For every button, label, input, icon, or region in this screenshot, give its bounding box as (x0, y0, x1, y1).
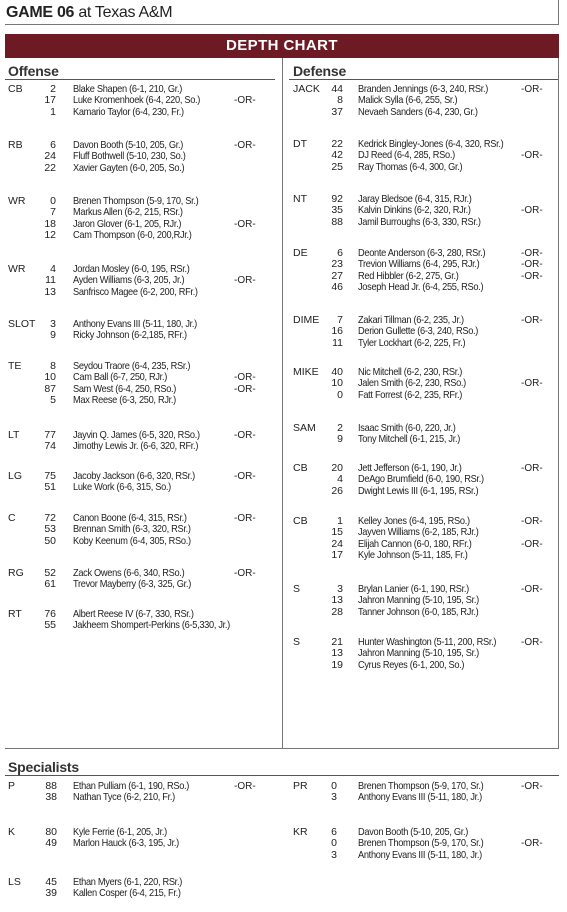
position-label-c-8: C (8, 512, 16, 524)
player-name: Ayden Williams (6-3, 205, Jr.) (73, 274, 185, 287)
jersey-number: 10 (44, 371, 56, 384)
jersey-number: 7 (337, 314, 343, 326)
or-marker: -OR- (521, 781, 543, 792)
player-name: Jacoby Jackson (6-6, 320, RSr.) (73, 470, 195, 482)
player-name: Jaray Bledsoe (6-4, 315, RJr.) (358, 193, 472, 205)
jersey-number: 51 (44, 481, 56, 494)
jersey-number: 27 (331, 269, 343, 282)
player-name: Jalen Smith (6-2, 230, RSo.) (358, 377, 466, 390)
player-name: Zack Owens (6-6, 340, RSo.) (73, 567, 185, 579)
jersey-number: 46 (331, 281, 343, 294)
player-name: Jayvin Q. James (6-5, 320, RSo.) (73, 429, 200, 441)
position-label-jack-0: JACK (293, 83, 320, 95)
player-name: Brenen Thompson (5-9, 170, Sr.) (358, 780, 484, 792)
position-label-rg-9: RG (8, 567, 24, 579)
position-label-lt-6: LT (8, 429, 20, 441)
or-marker: -OR- (521, 150, 543, 162)
jersey-number: 0 (331, 780, 337, 792)
jersey-number: 55 (44, 619, 56, 632)
or-marker: -OR- (234, 140, 256, 151)
player-name: Kamario Taylor (6-4, 230, Fr.) (73, 105, 184, 118)
jersey-number: 0 (337, 388, 343, 401)
player-name: Jahron Manning (5-10, 195, Sr.) (358, 594, 479, 607)
player-name: Ethan Myers (6-1, 220, RSr.) (73, 876, 182, 888)
right-edge-rule (558, 58, 559, 748)
player-name: Malick Sylla (6-6, 255, Sr.) (358, 94, 458, 107)
player-name: Zakari Tillman (6-2, 235, Jr.) (358, 314, 464, 326)
jersey-number: 22 (331, 138, 343, 150)
player-name: Jamil Burroughs (6-3, 330, RSr.) (358, 215, 481, 228)
position-label-wr-2: WR (8, 195, 26, 207)
position-label-de-3: DE (293, 247, 308, 259)
player-name: Deonte Anderson (6-3, 280, RSr.) (358, 247, 486, 259)
jersey-number: 16 (331, 325, 343, 338)
player-name: Tanner Johnson (6-0, 185, RJr.) (358, 605, 479, 618)
jersey-number: 76 (44, 608, 56, 620)
player-name: DJ Reed (6-4, 285, RSo.) (358, 149, 455, 162)
position-label-te-5: TE (8, 360, 22, 372)
or-marker: -OR- (521, 259, 543, 271)
jersey-number: 7 (50, 206, 56, 219)
jersey-number: 8 (337, 94, 343, 107)
or-marker: -OR- (234, 275, 256, 287)
jersey-number: 23 (331, 258, 343, 271)
player-name: Red Hibbler (6-2, 275, Gr.) (358, 269, 459, 282)
jersey-number: 24 (44, 150, 56, 163)
or-marker: -OR- (234, 383, 256, 395)
position-label-ls-4: LS (8, 876, 21, 888)
position-label-k-2: K (8, 826, 16, 838)
player-name: Sam West (6-4, 250, RSo.) (73, 382, 177, 395)
player-name: Marlon Hauck (6-3, 195, Jr.) (73, 837, 179, 850)
player-name: Nevaeh Sanders (6-4, 230, Gr.) (358, 105, 478, 118)
jersey-number: 18 (44, 217, 56, 230)
jersey-number: 37 (331, 105, 343, 118)
jersey-number: 88 (45, 780, 57, 792)
jersey-number: 42 (331, 149, 343, 162)
player-name: Markus Allen (6-2, 215, RSr.) (73, 206, 183, 219)
player-name: DeAgo Brumfield (6-0, 190, RSr.) (358, 473, 484, 486)
jersey-number: 11 (332, 336, 343, 349)
player-name: Fluff Bothwell (5-10, 230, So.) (73, 150, 186, 163)
position-label-slot-4: SLOT (8, 318, 36, 330)
center-divider (282, 58, 283, 748)
jersey-number: 3 (331, 848, 337, 861)
player-name: Anthony Evans III (5-11, 180, Jr.) (358, 848, 482, 861)
jersey-number: 17 (44, 94, 56, 107)
or-marker: -OR- (521, 637, 543, 648)
jersey-number: 35 (331, 204, 343, 217)
specialists-divider (5, 748, 559, 749)
position-label-dime-4: DIME (293, 314, 320, 326)
or-marker: -OR- (521, 538, 543, 550)
title-divider (5, 24, 559, 25)
jersey-number: 53 (44, 523, 56, 536)
jersey-number: 17 (331, 549, 343, 562)
offense-heading-rule (5, 79, 275, 80)
or-marker: -OR- (521, 463, 543, 474)
player-name: Kedrick Bingley-Jones (6-4, 320, RSr.) (358, 138, 504, 150)
jersey-number: 87 (44, 382, 56, 395)
player-name: Jimothy Lewis Jr. (6-6, 320, RFr.) (73, 440, 199, 453)
defense-heading-rule (289, 79, 559, 80)
jersey-number: 72 (44, 512, 56, 524)
jersey-number: 13 (331, 647, 343, 660)
position-label-s-9: S (293, 583, 301, 595)
jersey-number: 38 (45, 791, 57, 804)
position-label-dt-1: DT (293, 138, 307, 150)
jersey-number: 6 (50, 139, 56, 151)
jersey-number: 44 (331, 83, 343, 95)
jersey-number: 21 (331, 636, 343, 648)
jersey-number: 49 (45, 837, 57, 850)
position-label-cb-8: CB (293, 515, 308, 527)
position-label-kr-3: KR (293, 826, 308, 838)
player-name: Albert Reese IV (6-7, 330, RSr.) (73, 608, 194, 620)
or-marker: -OR- (521, 270, 543, 282)
jersey-number: 2 (337, 422, 343, 434)
jersey-number: 3 (50, 318, 56, 330)
position-label-p-0: P (8, 780, 16, 792)
or-marker: -OR- (521, 84, 543, 95)
position-label-rt-10: RT (8, 608, 22, 620)
or-marker: -OR- (234, 95, 256, 107)
player-name: Canon Boone (6-4, 315, RSr.) (73, 512, 187, 524)
player-name: Kallen Cosper (6-4, 215, Fr.) (73, 887, 181, 900)
jersey-number: 1 (50, 105, 56, 118)
or-marker: -OR- (234, 513, 256, 524)
jersey-number: 80 (45, 826, 57, 838)
position-label-sam-6: SAM (293, 422, 316, 434)
position-label-pr-1: PR (293, 780, 308, 792)
or-marker: -OR- (521, 378, 543, 390)
player-name: Brenen Thompson (5-9, 170, Sr.) (73, 195, 199, 207)
jersey-number: 6 (331, 826, 337, 838)
player-name: Brennan Smith (6-3, 320, RSr.) (73, 523, 191, 536)
player-name: Joseph Head Jr. (6-4, 255, RSo.) (358, 281, 484, 294)
or-marker: -OR- (521, 584, 543, 595)
jersey-number: 11 (45, 274, 56, 287)
jersey-number: 92 (331, 193, 343, 205)
position-label-wr-3: WR (8, 263, 26, 275)
jersey-number: 3 (337, 583, 343, 595)
player-name: Blake Shapen (6-1, 210, Gr.) (73, 83, 183, 95)
jersey-number: 2 (50, 83, 56, 95)
or-marker: -OR- (521, 248, 543, 259)
jersey-number: 75 (44, 470, 56, 482)
player-name: Trevor Mayberry (6-3, 325, Gr.) (73, 578, 191, 591)
jersey-number: 13 (44, 285, 56, 298)
or-marker: -OR- (521, 516, 543, 527)
player-name: Koby Keenum (6-4, 305, RSo.) (73, 534, 191, 547)
player-name: Jakheem Shompert-Perkins (6-5,330, Jr.) (73, 619, 230, 632)
player-name: Cyrus Reyes (6-1, 200, So.) (358, 658, 465, 671)
player-name: Ricky Johnson (6-2,185, RFr.) (73, 329, 187, 342)
defense-heading: Defense (293, 63, 347, 79)
depth-chart-banner: DEPTH CHART (5, 34, 559, 58)
jersey-number: 61 (44, 578, 56, 591)
jersey-number: 50 (44, 534, 56, 547)
player-name: Davon Booth (5-10, 205, Gr.) (358, 826, 469, 838)
game-opponent: at Texas A&M (78, 4, 173, 21)
player-name: Ray Thomas (6-4, 300, Gr.) (358, 160, 463, 173)
player-name: Davon Booth (5-10, 205, Gr.) (73, 139, 184, 151)
jersey-number: 0 (331, 837, 337, 850)
jersey-number: 8 (50, 360, 56, 372)
player-name: Tony Mitchell (6-1, 215, Jr.) (358, 433, 460, 446)
jersey-number: 19 (331, 658, 343, 671)
or-marker: -OR- (521, 315, 543, 326)
player-name: Ethan Pulliam (6-1, 190, RSo.) (73, 780, 190, 792)
jersey-number: 74 (44, 440, 56, 453)
jersey-number: 20 (331, 462, 343, 474)
position-label-nt-2: NT (293, 193, 307, 205)
player-name: Xavier Gayten (6-0, 205, So.) (73, 161, 185, 174)
player-name: Nic Mitchell (6-2, 230, RSr.) (358, 366, 463, 378)
player-name: Isaac Smith (6-0, 220, Jr.) (358, 422, 456, 434)
jersey-number: 40 (331, 366, 343, 378)
player-name: Luke Work (6-6, 315, So.) (73, 481, 171, 494)
player-name: Kyle Ferrie (6-1, 205, Jr.) (73, 826, 167, 838)
jersey-number: 13 (331, 594, 343, 607)
jersey-number: 28 (331, 605, 343, 618)
or-marker: -OR- (521, 838, 543, 850)
player-name: Kyle Johnson (5-11, 185, Fr.) (358, 549, 468, 562)
player-name: Brylan Lanier (6-1, 190, RSr.) (358, 583, 469, 595)
jersey-number: 39 (45, 887, 57, 900)
jersey-number: 15 (331, 526, 343, 539)
player-name: Sanfrisco Magee (6-2, 200, RFr.) (73, 285, 198, 298)
player-name: Jordan Mosley (6-0, 195, RSr.) (73, 263, 190, 275)
player-name: Nathan Tyce (6-2, 210, Fr.) (73, 791, 175, 804)
or-marker: -OR- (234, 781, 256, 792)
jersey-number: 5 (50, 394, 56, 407)
or-marker: -OR- (234, 430, 256, 441)
jersey-number: 4 (50, 263, 56, 275)
or-marker: -OR- (234, 218, 256, 230)
jersey-number: 6 (337, 247, 343, 259)
or-marker: -OR- (234, 568, 256, 579)
jersey-number: 45 (45, 876, 57, 888)
position-label-mike-5: MIKE (293, 366, 319, 378)
jersey-number: 9 (50, 329, 56, 342)
jersey-number: 4 (337, 473, 343, 486)
game-number: GAME 06 (6, 4, 75, 21)
player-name: Derion Gullette (6-3, 240, RSo.) (358, 325, 479, 338)
specialists-heading-rule (5, 775, 559, 776)
player-name: Branden Jennings (6-3, 240, RSr.) (358, 83, 489, 95)
player-name: Brenen Thompson (5-9, 170, Sr.) (358, 837, 484, 850)
or-marker: -OR- (521, 205, 543, 217)
or-marker: -OR- (234, 372, 256, 384)
player-name: Anthony Evans III (5-11, 180, Jr.) (358, 791, 482, 804)
offense-heading: Offense (8, 63, 59, 79)
position-label-s-10: S (293, 636, 301, 648)
or-marker: -OR- (234, 471, 256, 482)
jersey-number: 9 (337, 433, 343, 446)
jersey-number: 26 (331, 484, 343, 497)
jersey-number: 12 (44, 229, 56, 242)
game-title (6, 4, 172, 22)
player-name: Jaron Glover (6-1, 205, RJr.) (73, 217, 182, 230)
specialists-heading: Specialists (8, 759, 79, 775)
player-name: Luke Kromenhoek (6-4, 220, So.) (73, 94, 201, 107)
player-name: Jett Jefferson (6-1, 190, Jr.) (358, 462, 462, 474)
player-name: Hunter Washington (5-11, 200, RSr.) (358, 636, 497, 648)
jersey-number: 22 (44, 161, 56, 174)
player-name: Tyler Lockhart (6-2, 225, Fr.) (358, 336, 466, 349)
player-name: Fatt Forrest (6-2, 235, RFr.) (358, 388, 463, 401)
position-label-rb-1: RB (8, 139, 23, 151)
player-name: Max Reese (6-3, 250, RJr.) (73, 394, 176, 407)
jersey-number: 0 (50, 195, 56, 207)
jersey-number: 77 (44, 429, 56, 441)
player-name: Elijah Cannon (6-0, 180, RFr.) (358, 537, 472, 550)
jersey-number: 10 (331, 377, 343, 390)
player-name: Jahron Manning (5-10, 195, Sr.) (358, 647, 479, 660)
jersey-number: 1 (337, 515, 343, 527)
position-label-cb-7: CB (293, 462, 308, 474)
player-name: Cam Thompson (6-0, 200,RJr.) (73, 229, 192, 242)
jersey-number: 25 (331, 160, 343, 173)
player-name: Kalvin Dinkins (6-2, 320, RJr.) (358, 204, 471, 217)
player-name: Kelley Jones (6-4, 195, RSo.) (358, 515, 470, 527)
jersey-number: 24 (331, 537, 343, 550)
player-name: Dwight Lewis III (6-1, 195, RSr.) (358, 484, 479, 497)
position-label-cb-0: CB (8, 83, 23, 95)
player-name: Seydou Traore (6-4, 235, RSr.) (73, 360, 191, 372)
jersey-number: 52 (44, 567, 56, 579)
title-right-edge (558, 0, 559, 24)
player-name: Trevion Williams (6-4, 295, RJr.) (358, 258, 480, 271)
jersey-number: 88 (331, 215, 343, 228)
player-name: Anthony Evans III (5-11, 180, Jr.) (73, 318, 197, 330)
player-name: Cam Ball (6-7, 250, RJr.) (73, 371, 167, 384)
position-label-lg-7: LG (8, 470, 23, 482)
jersey-number: 3 (331, 791, 337, 804)
player-name: Jayven Williams (6-2, 185, RJr.) (358, 526, 479, 539)
